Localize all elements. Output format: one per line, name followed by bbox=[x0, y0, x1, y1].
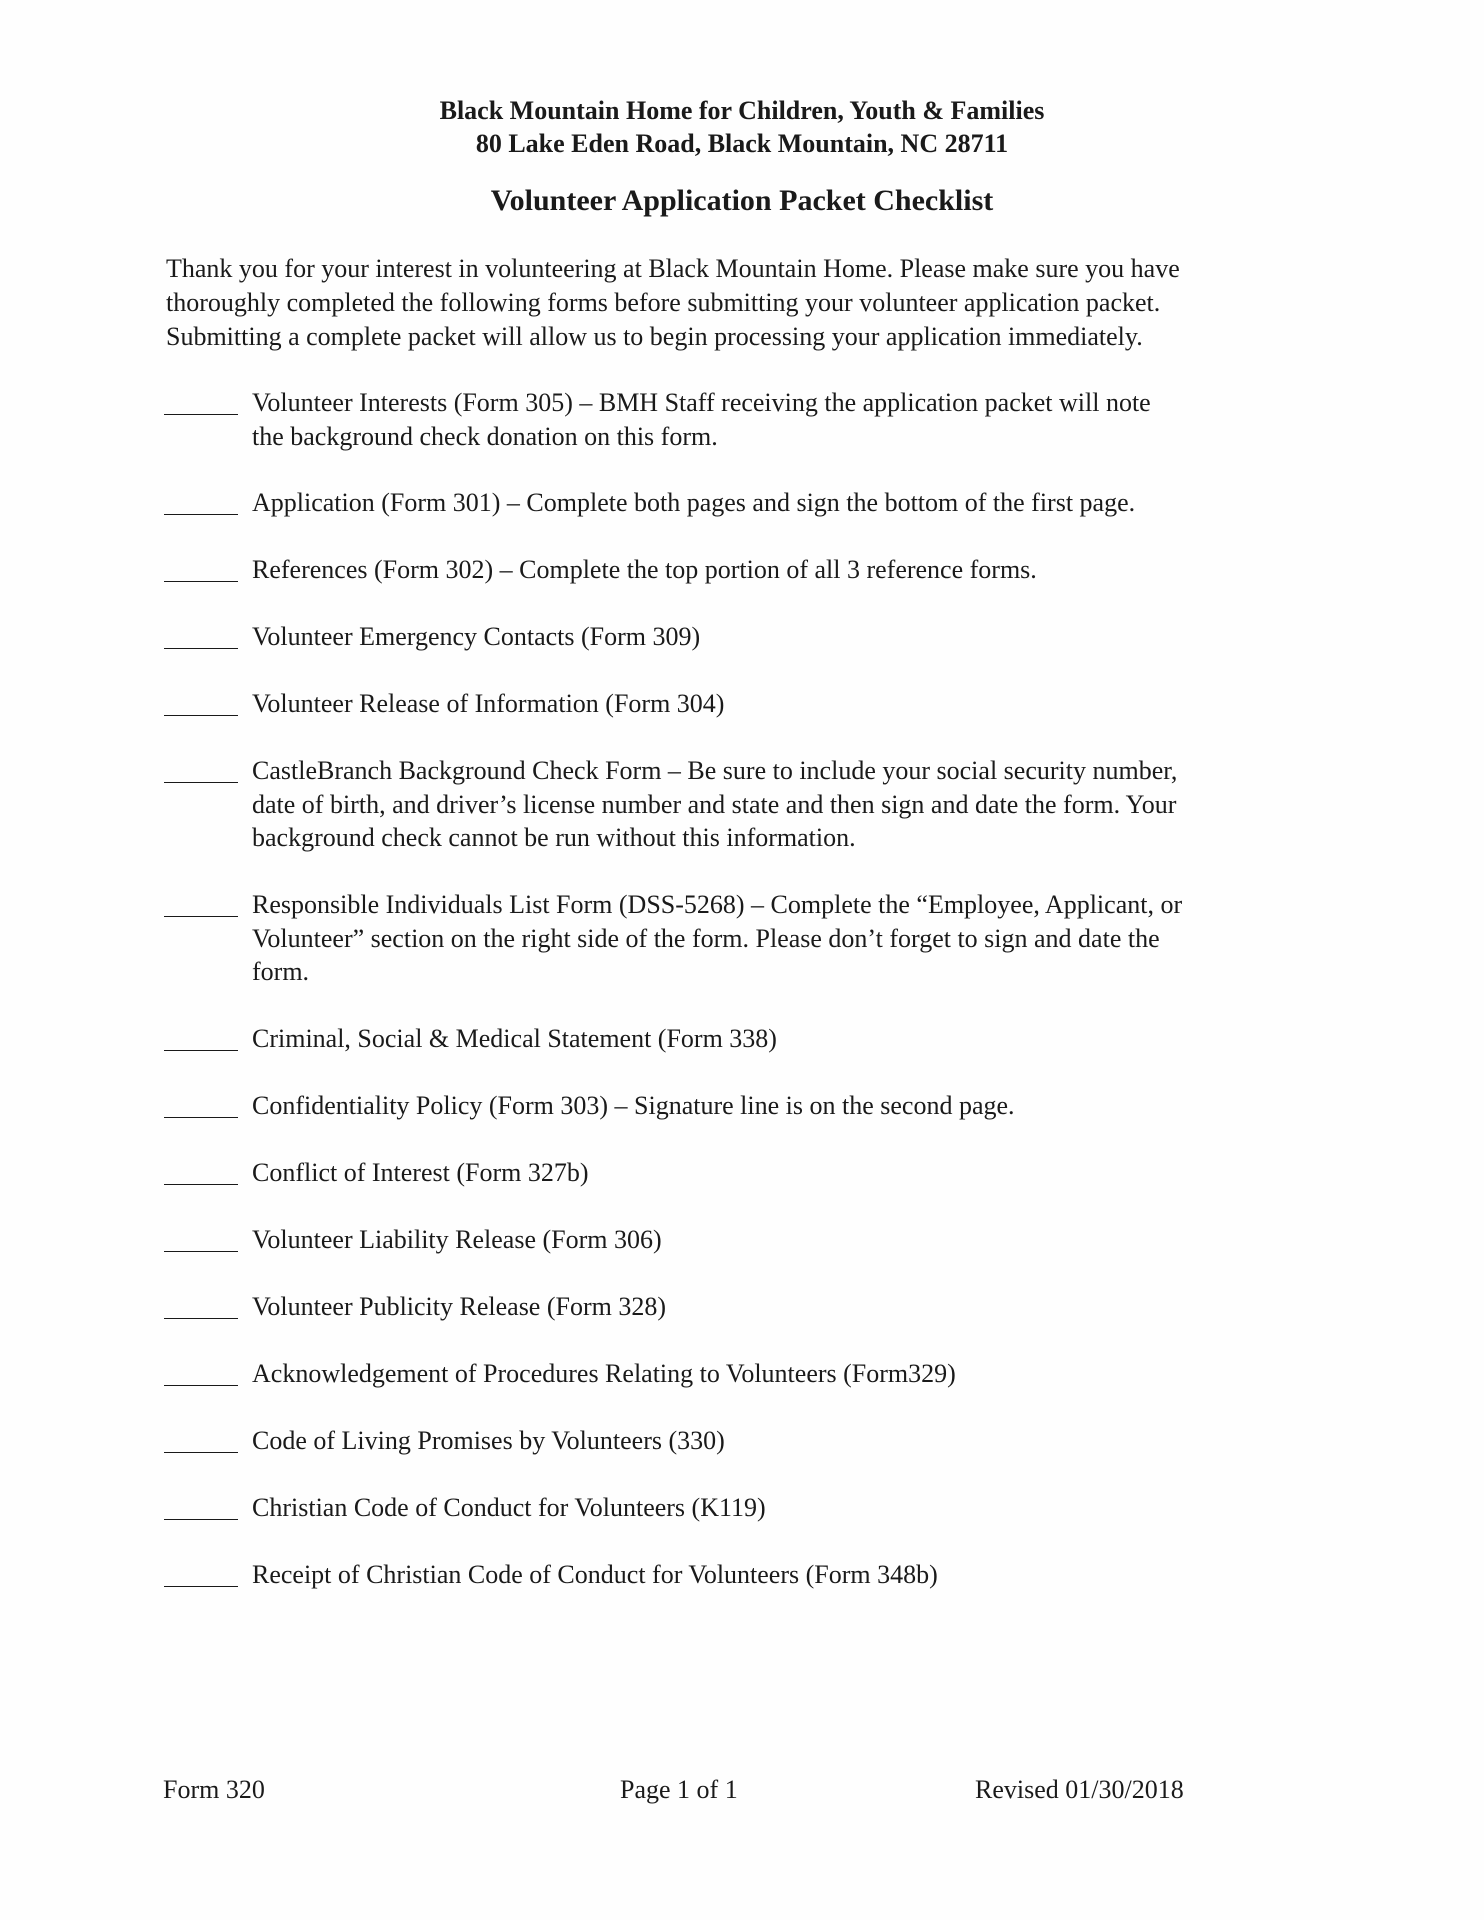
footer-page-number: Page 1 of 1 bbox=[620, 1775, 738, 1804]
checkmark-blank[interactable] bbox=[164, 1318, 238, 1319]
checkmark-blank[interactable] bbox=[164, 916, 238, 917]
checkmark-blank[interactable] bbox=[164, 1586, 238, 1587]
checkmark-blank[interactable] bbox=[164, 514, 238, 515]
organization-name: Black Mountain Home for Children, Youth & Families bbox=[439, 96, 1045, 125]
footer-form-number: Form 320 bbox=[163, 1775, 265, 1804]
checklist-item-text: Criminal, Social & Medical Statement (Form 338) bbox=[252, 1024, 777, 1053]
checklist-item-text: Volunteer Publicity Release (Form 328) bbox=[252, 1292, 667, 1321]
intro-line: Thank you for your interest in volunteering at Black Mountain Home. Please make sure you have bbox=[166, 254, 1180, 283]
organization-address: 80 Lake Eden Road, Black Mountain, NC 28711 bbox=[475, 129, 1009, 158]
checklist-item-text: CastleBranch Background Check Form – Be sure to include your social security number, date of birth, and driver’s license number and state and then sign and date the form. Your background check cannot be run without this information. bbox=[252, 756, 1178, 852]
checklist-item-text: References (Form 302) – Complete the top portion of all 3 reference forms. bbox=[252, 555, 1037, 584]
checklist-item-text: Receipt of Christian Code of Conduct for Volunteers (Form 348b) bbox=[252, 1560, 938, 1589]
checkmark-blank[interactable] bbox=[164, 1184, 238, 1185]
checklist-item-text: Conflict of Interest (Form 327b) bbox=[252, 1158, 589, 1187]
organization-header bbox=[0, 94, 1484, 160]
document-title: Volunteer Application Packet Checklist bbox=[490, 184, 994, 217]
checklist-item-text: Christian Code of Conduct for Volunteers (K119) bbox=[252, 1493, 766, 1522]
checkmark-blank[interactable] bbox=[164, 1385, 238, 1386]
checklist-item-text: Volunteer Emergency Contacts (Form 309) bbox=[252, 622, 701, 651]
checkmark-blank[interactable] bbox=[164, 715, 238, 716]
checklist-item-text: Confidentiality Policy (Form 303) – Signature line is on the second page. bbox=[252, 1091, 1015, 1120]
intro-paragraph bbox=[166, 252, 1326, 354]
checkmark-blank[interactable] bbox=[164, 1519, 238, 1520]
checklist-item-text: Volunteer Interests (Form 305) – BMH Staff receiving the application packet will note the background check donation on this form. bbox=[252, 388, 1151, 451]
checkmark-blank[interactable] bbox=[164, 1452, 238, 1453]
checklist-item-text: Volunteer Release of Information (Form 304) bbox=[252, 689, 725, 718]
checklist-item-text: Application (Form 301) – Complete both pages and sign the bottom of the first page. bbox=[252, 488, 1136, 517]
intro-line: Submitting a complete packet will allow us to begin processing your application immediately. bbox=[166, 322, 1143, 351]
checkmark-blank[interactable] bbox=[164, 648, 238, 649]
checkmark-blank[interactable] bbox=[164, 782, 238, 783]
checklist-item-text: Acknowledgement of Procedures Relating to Volunteers (Form329) bbox=[252, 1359, 956, 1388]
checkmark-blank[interactable] bbox=[164, 1117, 238, 1118]
checkmark-blank[interactable] bbox=[164, 414, 238, 415]
checklist-item-text: Code of Living Promises by Volunteers (330) bbox=[252, 1426, 725, 1455]
checkmark-blank[interactable] bbox=[164, 1251, 238, 1252]
intro-line: thoroughly completed the following forms before submitting your volunteer application packet. bbox=[166, 288, 1161, 317]
footer-revised-date: Revised 01/30/2018 bbox=[975, 1775, 1184, 1804]
checklist-item-text: Volunteer Liability Release (Form 306) bbox=[252, 1225, 662, 1254]
checklist-item-text: Responsible Individuals List Form (DSS-5268) – Complete the “Employee, Applicant, or Volunteer” section on the right side of the form. Please don’t forget to sign and date the form. bbox=[252, 890, 1183, 986]
checkmark-blank[interactable] bbox=[164, 1050, 238, 1051]
checkmark-blank[interactable] bbox=[164, 581, 238, 582]
